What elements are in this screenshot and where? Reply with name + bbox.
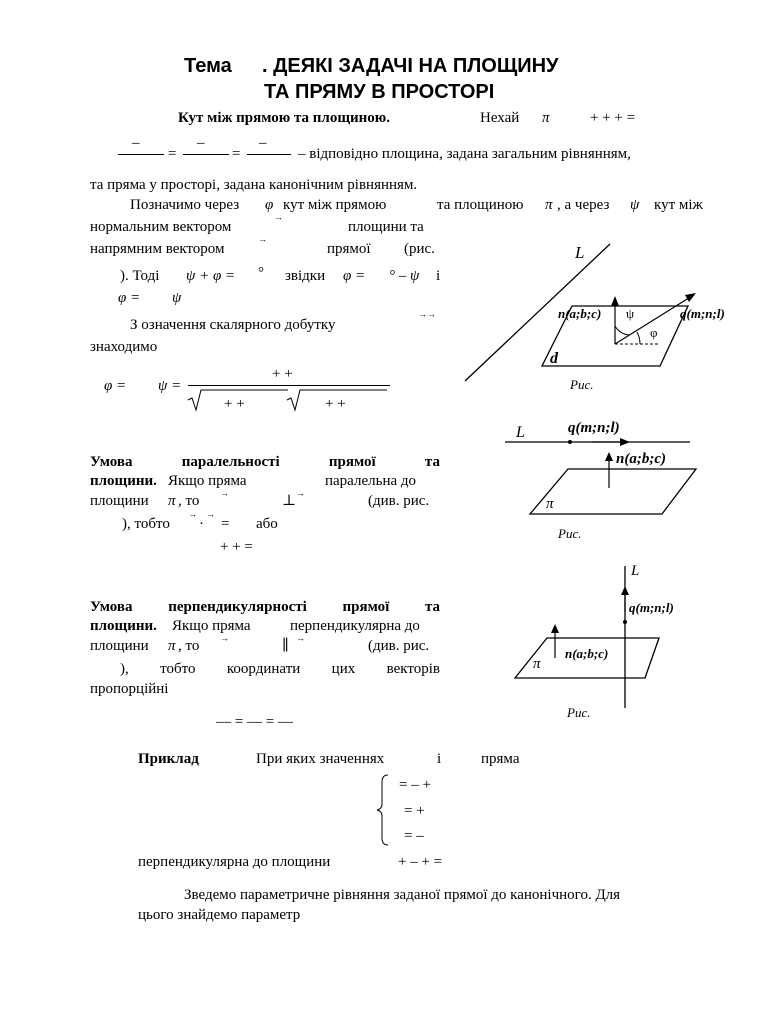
example-line: пряма	[481, 751, 520, 767]
angle-p4a: ). Тоді	[120, 268, 160, 284]
title-prefix: Тема	[184, 55, 232, 77]
figure3-caption: Рис.	[567, 705, 591, 720]
figure-perpendicular	[505, 560, 705, 725]
perp-par: ∥	[282, 638, 289, 654]
angle-p3b: прямої	[327, 241, 371, 257]
angle-p3a: напрямним вектором	[90, 241, 225, 257]
angle-p4-deg2: ° – ψ	[389, 268, 420, 284]
angle-p4b: звідки	[285, 268, 326, 284]
parallel-text2: площини	[90, 493, 149, 509]
figure1-direction-arrowhead	[685, 293, 696, 302]
parallel-heading2: площини.	[90, 473, 157, 489]
figure3-direction-arrowhead	[621, 586, 629, 595]
figure1-caption: Рис.	[570, 377, 594, 392]
figure2-direction-label: q(m;n;l)	[568, 420, 620, 436]
figure1-phi: φ	[650, 325, 658, 340]
system-eq-1: = – +	[399, 777, 431, 793]
vector-arrow: →	[296, 633, 305, 643]
figure3-normal-arrowhead	[551, 624, 559, 633]
angle-p1-pi: π	[545, 197, 553, 213]
parallel-eq: + + =	[220, 539, 253, 555]
figure1-phi-arc	[637, 332, 640, 344]
angle-line2: та пряма у просторі, задана канонічним рівнянням.	[90, 177, 418, 193]
figure2-label-L: L	[516, 424, 525, 441]
figure2-normal-label: n(a;b;c)	[616, 451, 666, 467]
perp-text2b: , то	[178, 638, 200, 654]
parallel-text2c: (див. рис.	[368, 493, 430, 509]
vector-arrow: →	[220, 633, 229, 643]
figure1-plane-label: d	[550, 350, 558, 367]
figure1-psi: ψ	[626, 306, 635, 321]
perp-text2: площини	[90, 638, 149, 654]
example-final-1: Зведемо параметричне рівняння заданої прямої до канонічного. Для	[184, 887, 621, 903]
parallel-perp: ⊥	[282, 493, 297, 509]
vector-arrow-q: →	[258, 234, 267, 244]
example-question: При яких значеннях	[256, 751, 385, 767]
perp-text3: ), тобто координати цих векторів	[120, 661, 440, 677]
angle-p4-formula: ψ + φ =	[186, 268, 236, 284]
angle-p4-deg: °	[258, 265, 264, 281]
angle-p2b: площини та	[348, 219, 424, 235]
angle-frac-tail: – відповідно площина, задана загальним рівнянням,	[298, 146, 631, 162]
system-eq-2: = +	[404, 803, 425, 819]
vector-arrow: →	[220, 488, 229, 498]
figure3-point	[623, 620, 627, 624]
angle-heading: Кут між прямою та площиною.	[178, 110, 390, 126]
system-eq-3: = –	[404, 828, 424, 844]
figure3-direction-label: q(m;n;l)	[629, 600, 674, 615]
perp-text1b: перпендикулярна до	[290, 618, 420, 634]
vector-arrow-n: →	[274, 212, 283, 222]
angle-p4c: і	[436, 268, 441, 284]
angle-p5-psi: ψ	[172, 290, 182, 306]
perp-text4: пропорційні	[90, 681, 169, 697]
figure2-plane-label: π	[546, 496, 554, 512]
figure1-label-L: L	[575, 243, 585, 262]
perp-heading2: площини.	[90, 618, 157, 634]
figure2-point	[568, 440, 572, 444]
example-perp-eq: + – + =	[398, 854, 443, 870]
figure2-direction-arrowhead	[620, 438, 630, 446]
angle-p6: З означення скалярного добутку	[130, 317, 336, 333]
angle-p3c: (рис.	[404, 241, 435, 257]
parallel-eq-zero: =	[221, 516, 230, 532]
angle-p1b: кут між прямою	[283, 197, 387, 213]
system-brace	[376, 774, 390, 846]
parallel-or: або	[256, 516, 278, 532]
figure2-caption: Рис.	[558, 526, 582, 541]
angle-p1-phi: φ	[265, 197, 274, 213]
perp-text1: Якщо пряма	[172, 618, 251, 634]
figure2-plane	[530, 469, 696, 514]
figure3-normal-label: n(a;b;c)	[565, 646, 609, 661]
figure1-normal-label: n(a;b;c)	[558, 306, 602, 321]
figure2-normal-arrowhead	[605, 452, 613, 461]
parallel-dot: ·	[199, 516, 204, 532]
example-label: Приклад	[138, 751, 199, 767]
vector-arrow: →	[206, 509, 215, 519]
angle-p1e: кут між	[654, 197, 703, 213]
angle-p1a: Позначимо через	[130, 197, 240, 213]
figure-parallel	[500, 412, 720, 547]
angle-let: Нехай	[480, 110, 520, 126]
angle-pi: π	[542, 110, 550, 126]
title-line1: . ДЕЯКІ ЗАДАЧІ НА ПЛОЩИНУ	[262, 55, 559, 77]
example-final-2: цього знайдемо параметр	[138, 907, 301, 923]
perp-heading: Умова перпендикулярності прямої та	[90, 599, 440, 615]
angle-p2a: нормальним вектором	[90, 219, 232, 235]
angle-p1c: та площиною	[437, 197, 524, 213]
title-line2: ТА ПРЯМУ В ПРОСТОРІ	[264, 81, 495, 103]
parallel-text3: ), тобто	[122, 516, 170, 532]
figure1-direction-label: q(m;n;l)	[680, 306, 725, 321]
figure1-normal-arrowhead	[611, 296, 619, 306]
angle-eq-row: + + + =	[590, 110, 636, 126]
vector-arrow: →	[188, 509, 197, 519]
angle-p1-psi: ψ	[630, 197, 640, 213]
figure3-plane-label: π	[533, 656, 541, 672]
figure-angle	[460, 236, 750, 396]
angle-p5-formula: φ =	[118, 290, 141, 306]
perp-pi: π	[168, 638, 176, 654]
perp-eq: — = — = —	[216, 714, 293, 730]
angle-p7: знаходимо	[90, 339, 158, 355]
vector-arrow: →	[296, 488, 305, 498]
parallel-text1b: паралельна до	[325, 473, 417, 489]
parallel-pi: π	[168, 493, 176, 509]
figure1-psi-arc	[615, 326, 629, 335]
example-and: і	[437, 751, 442, 767]
angle-p1d: , а через	[557, 197, 610, 213]
example-perp-text: перпендикулярна до площини	[138, 854, 331, 870]
figure3-label-L: L	[631, 563, 640, 579]
parallel-heading: Умова паралельності прямої та	[90, 454, 440, 470]
perp-text2c: (див. рис.	[368, 638, 430, 654]
angle-p4-formula2: φ =	[343, 268, 366, 284]
parallel-text1: Якщо пряма	[168, 473, 247, 489]
parallel-text2b: , то	[178, 493, 200, 509]
vector-arrows-dot: →→	[418, 309, 436, 319]
